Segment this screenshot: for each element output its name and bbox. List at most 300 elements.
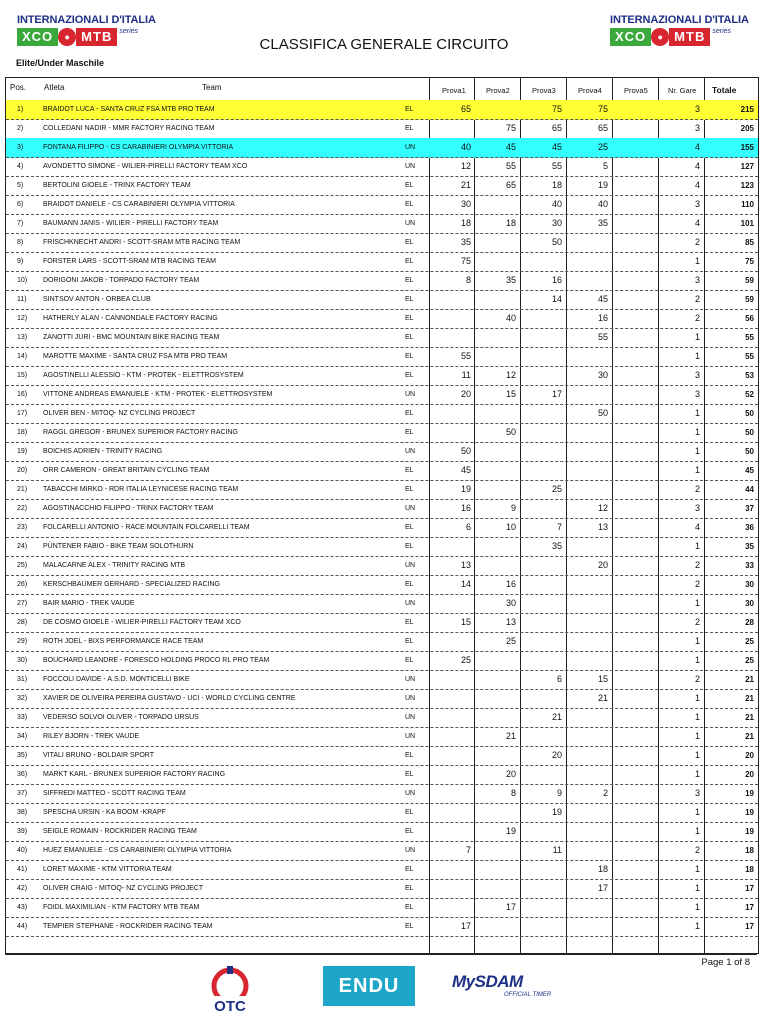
table-row: [6, 575, 758, 595]
row-races: 3: [694, 123, 700, 133]
table-row: [6, 765, 758, 785]
row-races: 1: [694, 902, 700, 912]
row-races: 1: [694, 864, 700, 874]
row-total: 50: [745, 447, 754, 456]
row-category: EL: [405, 866, 414, 873]
page-indicator: Page 1 of 8: [701, 957, 750, 968]
row-races: 2: [694, 845, 700, 855]
table-row: [6, 518, 758, 538]
row-p2: 8: [510, 788, 516, 798]
row-races: 1: [694, 731, 700, 741]
row-p2: 18: [505, 218, 516, 228]
row-position: 41): [17, 866, 28, 873]
row-total: 18: [745, 846, 754, 855]
row-athlete-team: VEDERSO SOLVOI OLIVER - TORPADO URSUS: [43, 714, 199, 721]
row-total: 59: [745, 276, 754, 285]
row-athlete-team: ORR CAMERON - GREAT BRITAIN CYCLING TEAM: [43, 467, 210, 474]
row-total: 33: [745, 561, 754, 570]
row-position: 21): [17, 486, 28, 493]
row-category: UN: [405, 163, 416, 170]
table-row: [6, 917, 758, 937]
mysdam-logo: [452, 972, 572, 1006]
row-p3: 7: [556, 522, 562, 532]
row-category: EL: [405, 410, 414, 417]
header-pos: Pos.: [10, 83, 27, 92]
row-races: 4: [694, 218, 700, 228]
row-p4: 20: [597, 560, 608, 570]
row-athlete-team: SEIGLE ROMAIN - ROCKRIDER RACING TEAM: [43, 828, 197, 835]
row-athlete-team: SPESCHA URSIN - KA BOOM -KRAPF: [43, 809, 166, 816]
table-row: [6, 632, 758, 652]
row-total: 18: [745, 865, 754, 874]
row-total: 45: [745, 466, 754, 475]
row-p2: 65: [505, 180, 516, 190]
row-athlete-team: HATHERLY ALAN - CANNONDALE FACTORY RACING: [43, 315, 218, 322]
row-races: 1: [694, 826, 700, 836]
row-position: 20): [17, 467, 28, 474]
row-races: 2: [694, 674, 700, 684]
table-row: [6, 233, 758, 253]
row-position: 35): [17, 752, 28, 759]
row-position: 38): [17, 809, 28, 816]
row-position: 43): [17, 904, 28, 911]
logo-series: series: [119, 28, 139, 35]
row-total: 155: [740, 143, 754, 152]
row-athlete-team: VITTONE ANDREAS EMANUELE - KTM - PROTEK - ELETTROSYSTEM: [43, 391, 273, 398]
row-position: 44): [17, 923, 28, 930]
table-row: [6, 404, 758, 424]
row-category: EL: [405, 106, 414, 113]
row-category: EL: [405, 923, 414, 930]
row-athlete-team: BOICHIS ADRIEN - TRINITY RACING: [43, 448, 163, 455]
row-races: 1: [694, 712, 700, 722]
row-athlete-team: BERTOLINI GIOELE - TRINX FACTORY TEAM: [43, 182, 191, 189]
row-total: 21: [745, 675, 754, 684]
logo-mtb: MTB: [669, 28, 710, 46]
table-row: [6, 138, 758, 158]
row-category: UN: [405, 144, 416, 151]
row-races: 1: [694, 769, 700, 779]
row-athlete-team: FOCCOLI DAVIDE - A.S.D. MONTICELLI BIKE: [43, 676, 190, 683]
row-category: UN: [405, 676, 416, 683]
row-position: 9): [17, 258, 24, 265]
row-p4: 30: [597, 370, 608, 380]
standings-table: [5, 77, 759, 954]
row-races: 1: [694, 693, 700, 703]
row-total: 37: [745, 504, 754, 513]
row-athlete-team: RAGGL GREGOR - BRUNEX SUPERIOR FACTORY RACING: [43, 429, 238, 436]
row-category: UN: [405, 714, 416, 721]
row-athlete-team: OLIVER BEN - MITOQ- NZ CYCLING PROJECT: [43, 410, 196, 417]
row-races: 1: [694, 541, 700, 551]
row-races: 1: [694, 256, 700, 266]
row-position: 16): [17, 391, 28, 398]
row-total: 17: [745, 922, 754, 931]
table-row: [6, 898, 758, 918]
row-position: 28): [17, 619, 28, 626]
row-p3: 45: [551, 142, 562, 152]
table-row: [6, 784, 758, 804]
table-row: [6, 746, 758, 766]
row-total: 44: [745, 485, 754, 494]
table-row: [6, 347, 758, 367]
header-prova4: Prova4: [578, 86, 602, 95]
table-row: [6, 366, 758, 386]
row-p3: 16: [551, 275, 562, 285]
table-row: [6, 385, 758, 405]
row-athlete-team: AGOSTINELLI ALESSIO - KTM - PROTEK - ELETTROSYSTEM: [43, 372, 244, 379]
row-p4: 2: [602, 788, 608, 798]
row-total: 101: [740, 219, 754, 228]
row-total: 21: [745, 732, 754, 741]
row-position: 19): [17, 448, 28, 455]
row-p4: 65: [597, 123, 608, 133]
row-p3: 18: [551, 180, 562, 190]
table-row: [6, 328, 758, 348]
row-p1: 21: [460, 180, 471, 190]
row-total: 59: [745, 295, 754, 304]
row-races: 2: [694, 579, 700, 589]
row-p4: 19: [597, 180, 608, 190]
row-position: 4): [17, 163, 24, 170]
row-position: 7): [17, 220, 24, 227]
table-row: [6, 214, 758, 234]
mysdam-logo-text: MySDAM: [452, 972, 523, 991]
row-p3: 65: [551, 123, 562, 133]
row-races: 1: [694, 636, 700, 646]
row-races: 1: [694, 408, 700, 418]
row-position: 1): [17, 106, 24, 113]
row-position: 24): [17, 543, 28, 550]
row-total: 215: [740, 105, 754, 114]
table-row: [6, 442, 758, 462]
table-row: [6, 803, 758, 823]
row-p4: 25: [597, 142, 608, 152]
row-category: EL: [405, 258, 414, 265]
row-athlete-team: MARKT KARL - BRUNEX SUPERIOR FACTORY RACING: [43, 771, 226, 778]
row-p4: 5: [602, 161, 608, 171]
row-p3: 19: [551, 807, 562, 817]
row-p2: 35: [505, 275, 516, 285]
header-prova3: Prova3: [532, 86, 556, 95]
row-athlete-team: BAUMANN JANIS - WILIER - PIRELLI FACTORY TEAM: [43, 220, 219, 227]
row-p1: 14: [460, 579, 471, 589]
row-p1: 40: [460, 142, 471, 152]
row-category: EL: [405, 353, 414, 360]
row-races: 3: [694, 788, 700, 798]
logo-bike-icon: ●: [651, 28, 669, 46]
header-total: Totale: [712, 85, 737, 95]
row-position: 17): [17, 410, 28, 417]
row-p3: 75: [551, 104, 562, 114]
row-athlete-team: COLLEDANI NADIR - MMR FACTORY RACING TEAM: [43, 125, 215, 132]
table-row: [6, 271, 758, 291]
row-races: 4: [694, 161, 700, 171]
row-total: 205: [740, 124, 754, 133]
table-row: [6, 708, 758, 728]
row-p1: 50: [460, 446, 471, 456]
row-races: 2: [694, 294, 700, 304]
row-races: 4: [694, 180, 700, 190]
row-p1: 75: [460, 256, 471, 266]
row-position: 14): [17, 353, 28, 360]
row-category: EL: [405, 429, 414, 436]
row-category: EL: [405, 809, 414, 816]
row-total: 50: [745, 409, 754, 418]
row-category: EL: [405, 885, 414, 892]
row-category: EL: [405, 277, 414, 284]
row-p4: 21: [597, 693, 608, 703]
row-athlete-team: TEMPIER STEPHANE - ROCKRIDER RACING TEAM: [43, 923, 213, 930]
row-p2: 75: [505, 123, 516, 133]
row-p4: 35: [597, 218, 608, 228]
row-athlete-team: ZANOTTI JURI - BMC MOUNTAIN BIKE RACING TEAM: [43, 334, 220, 341]
table-row: [6, 594, 758, 614]
row-p4: 45: [597, 294, 608, 304]
row-total: 20: [745, 770, 754, 779]
row-category: EL: [405, 201, 414, 208]
row-total: 85: [745, 238, 754, 247]
row-races: 3: [694, 389, 700, 399]
row-p2: 50: [505, 427, 516, 437]
logo-title: INTERNAZIONALI D'ITALIA: [610, 14, 749, 26]
table-row: [6, 879, 758, 899]
row-p3: 50: [551, 237, 562, 247]
row-category: EL: [405, 657, 414, 664]
row-p3: 11: [552, 845, 562, 855]
row-athlete-team: ROTH JOEL - BIXS PERFORMANCE RACE TEAM: [43, 638, 204, 645]
row-position: 25): [17, 562, 28, 569]
row-total: 19: [745, 808, 754, 817]
table-row: [6, 670, 758, 690]
row-p1: 65: [460, 104, 471, 114]
row-athlete-team: FOIDL MAXIMILIAN - KTM FACTORY MTB TEAM: [43, 904, 200, 911]
row-total: 17: [745, 903, 754, 912]
table-row: [6, 860, 758, 880]
row-category: UN: [405, 391, 416, 398]
row-races: 3: [694, 503, 700, 513]
row-category: EL: [405, 524, 414, 531]
row-p1: 30: [460, 199, 471, 209]
row-category: EL: [405, 904, 414, 911]
row-p1: 6: [465, 522, 471, 532]
row-position: 37): [17, 790, 28, 797]
row-p3: 40: [551, 199, 562, 209]
row-total: 17: [745, 884, 754, 893]
row-p4: 16: [597, 313, 608, 323]
row-athlete-team: FOLCARELLI ANTONIO - RACE MOUNTAIN FOLCARELLI TEAM: [43, 524, 250, 531]
row-total: 127: [740, 162, 754, 171]
row-p3: 55: [551, 161, 562, 171]
row-races: 2: [694, 560, 700, 570]
row-category: EL: [405, 828, 414, 835]
row-races: 2: [694, 237, 700, 247]
row-position: 32): [17, 695, 28, 702]
row-athlete-team: BAIR MARIO - TREK VAUDE: [43, 600, 135, 607]
row-races: 1: [694, 807, 700, 817]
row-athlete-team: RILEY BJORN - TREK VAUDE: [43, 733, 140, 740]
row-category: UN: [405, 790, 416, 797]
row-category: EL: [405, 182, 414, 189]
row-races: 3: [694, 370, 700, 380]
row-p1: 45: [460, 465, 471, 475]
table-row: [6, 176, 758, 196]
table-row: [6, 461, 758, 481]
row-athlete-team: AVONDETTO SIMONE - WILIER-PIRELLI FACTORY TEAM XCO: [43, 163, 248, 170]
row-p3: 30: [551, 218, 562, 228]
row-total: 20: [745, 751, 754, 760]
row-races: 1: [694, 446, 700, 456]
row-position: 42): [17, 885, 28, 892]
category-subtitle: Elite/Under Maschile: [16, 58, 105, 68]
row-p2: 21: [505, 731, 516, 741]
row-athlete-team: DE COSMO GIOELE - WILIER-PIRELLI FACTORY TEAM XCO: [43, 619, 241, 626]
row-total: 19: [745, 789, 754, 798]
row-p1: 35: [460, 237, 471, 247]
table-row: [6, 689, 758, 709]
row-position: 13): [17, 334, 28, 341]
row-races: 4: [694, 142, 700, 152]
row-athlete-team: FORSTER LARS - SCOTT-SRAM MTB RACING TEAM: [43, 258, 216, 265]
row-category: UN: [405, 600, 416, 607]
row-p4: 17: [597, 883, 608, 893]
row-athlete-team: OLIVER CRAIG - MITOQ- NZ CYCLING PROJECT: [43, 885, 204, 892]
row-athlete-team: VITALI BRUNO - BOLDAIR SPORT: [43, 752, 154, 759]
row-p2: 25: [505, 636, 516, 646]
row-category: EL: [405, 239, 414, 246]
row-races: 2: [694, 313, 700, 323]
row-position: 22): [17, 505, 28, 512]
row-category: EL: [405, 752, 414, 759]
row-position: 26): [17, 581, 28, 588]
row-races: 1: [694, 427, 700, 437]
row-category: EL: [405, 315, 414, 322]
row-total: 25: [745, 656, 754, 665]
table-row: [6, 423, 758, 443]
row-athlete-team: PÜNTENER FABIO - BIKE TEAM SOLOTHURN: [43, 543, 194, 550]
row-total: 35: [745, 542, 754, 551]
row-p2: 45: [505, 142, 516, 152]
row-category: EL: [405, 296, 414, 303]
row-races: 1: [694, 883, 700, 893]
row-p4: 40: [597, 199, 608, 209]
row-position: 3): [17, 144, 24, 151]
row-category: EL: [405, 372, 414, 379]
row-p2: 19: [505, 826, 516, 836]
row-total: 55: [745, 333, 754, 342]
row-p4: 50: [597, 408, 608, 418]
row-p1: 55: [460, 351, 471, 361]
table-row: [6, 290, 758, 310]
row-p4: 12: [597, 503, 608, 513]
row-p3: 35: [551, 541, 562, 551]
row-p2: 13: [505, 617, 516, 627]
row-total: 53: [745, 371, 754, 380]
table-row: [6, 499, 758, 519]
row-category: EL: [405, 334, 414, 341]
row-position: 27): [17, 600, 28, 607]
table-row: [6, 556, 758, 576]
otc-logo: [200, 966, 260, 1016]
row-p1: 17: [460, 921, 471, 931]
row-races: 1: [694, 598, 700, 608]
header-races: Nr. Gare: [668, 86, 697, 95]
row-total: 28: [745, 618, 754, 627]
row-category: UN: [405, 505, 416, 512]
mysdam-logo-subtitle: OFFICIAL TIMER: [504, 992, 552, 998]
row-p1: 8: [465, 275, 471, 285]
row-position: 10): [17, 277, 28, 284]
row-position: 33): [17, 714, 28, 721]
row-p3: 21: [551, 712, 562, 722]
row-position: 29): [17, 638, 28, 645]
row-p4: 55: [597, 332, 608, 342]
row-athlete-team: BRAIDOT DANIELE - CS CARABINIERI OLYMPIA VITTORIA: [43, 201, 235, 208]
row-position: 34): [17, 733, 28, 740]
row-total: 50: [745, 428, 754, 437]
row-total: 75: [745, 257, 754, 266]
row-p2: 9: [510, 503, 516, 513]
row-p3: 9: [556, 788, 562, 798]
row-athlete-team: AGOSTINACCHIO FILIPPO - TRINX FACTORY TEAM: [43, 505, 214, 512]
row-position: 23): [17, 524, 28, 531]
row-p4: 18: [597, 864, 608, 874]
page-title: CLASSIFICA GENERALE CIRCUITO: [259, 36, 509, 53]
row-category: EL: [405, 771, 414, 778]
row-races: 1: [694, 921, 700, 931]
row-total: 56: [745, 314, 754, 323]
row-races: 3: [694, 104, 700, 114]
row-p1: 25: [460, 655, 471, 665]
row-p2: 15: [505, 389, 516, 399]
row-p1: 15: [460, 617, 471, 627]
row-p1: 18: [460, 218, 471, 228]
row-athlete-team: BOUCHARD LEANDRE - FORESCO HOLDING PROCO RL PRO TEAM: [43, 657, 270, 664]
header-team: Team: [202, 83, 222, 92]
row-total: 19: [745, 827, 754, 836]
header-athlete: Atleta: [44, 83, 65, 92]
table-row: [6, 309, 758, 329]
row-total: 55: [745, 352, 754, 361]
row-athlete-team: MAROTTE MAXIME - SANTA CRUZ FSA MTB PRO TEAM: [43, 353, 228, 360]
row-position: 18): [17, 429, 28, 436]
row-position: 6): [17, 201, 24, 208]
row-athlete-team: SINTSOV ANTON - ORBEA CLUB: [43, 296, 151, 303]
row-position: 39): [17, 828, 28, 835]
row-position: 31): [17, 676, 28, 683]
row-category: EL: [405, 467, 414, 474]
row-category: EL: [405, 581, 414, 588]
row-category: EL: [405, 543, 414, 550]
row-p2: 12: [505, 370, 516, 380]
row-p4: 13: [597, 522, 608, 532]
row-p3: 17: [551, 389, 562, 399]
row-p1: 12: [460, 161, 471, 171]
row-category: UN: [405, 562, 416, 569]
row-p2: 20: [505, 769, 516, 779]
row-category: UN: [405, 220, 416, 227]
table-row: [6, 651, 758, 671]
row-p3: 20: [551, 750, 562, 760]
row-races: 1: [694, 750, 700, 760]
row-athlete-team: DORIGONI JAKOB - TORPADO FACTORY TEAM: [43, 277, 200, 284]
row-total: 36: [745, 523, 754, 532]
logo-mtb: MTB: [76, 28, 117, 46]
row-races: 1: [694, 465, 700, 475]
table-row: [6, 613, 758, 633]
row-position: 40): [17, 847, 28, 854]
row-position: 2): [17, 125, 24, 132]
